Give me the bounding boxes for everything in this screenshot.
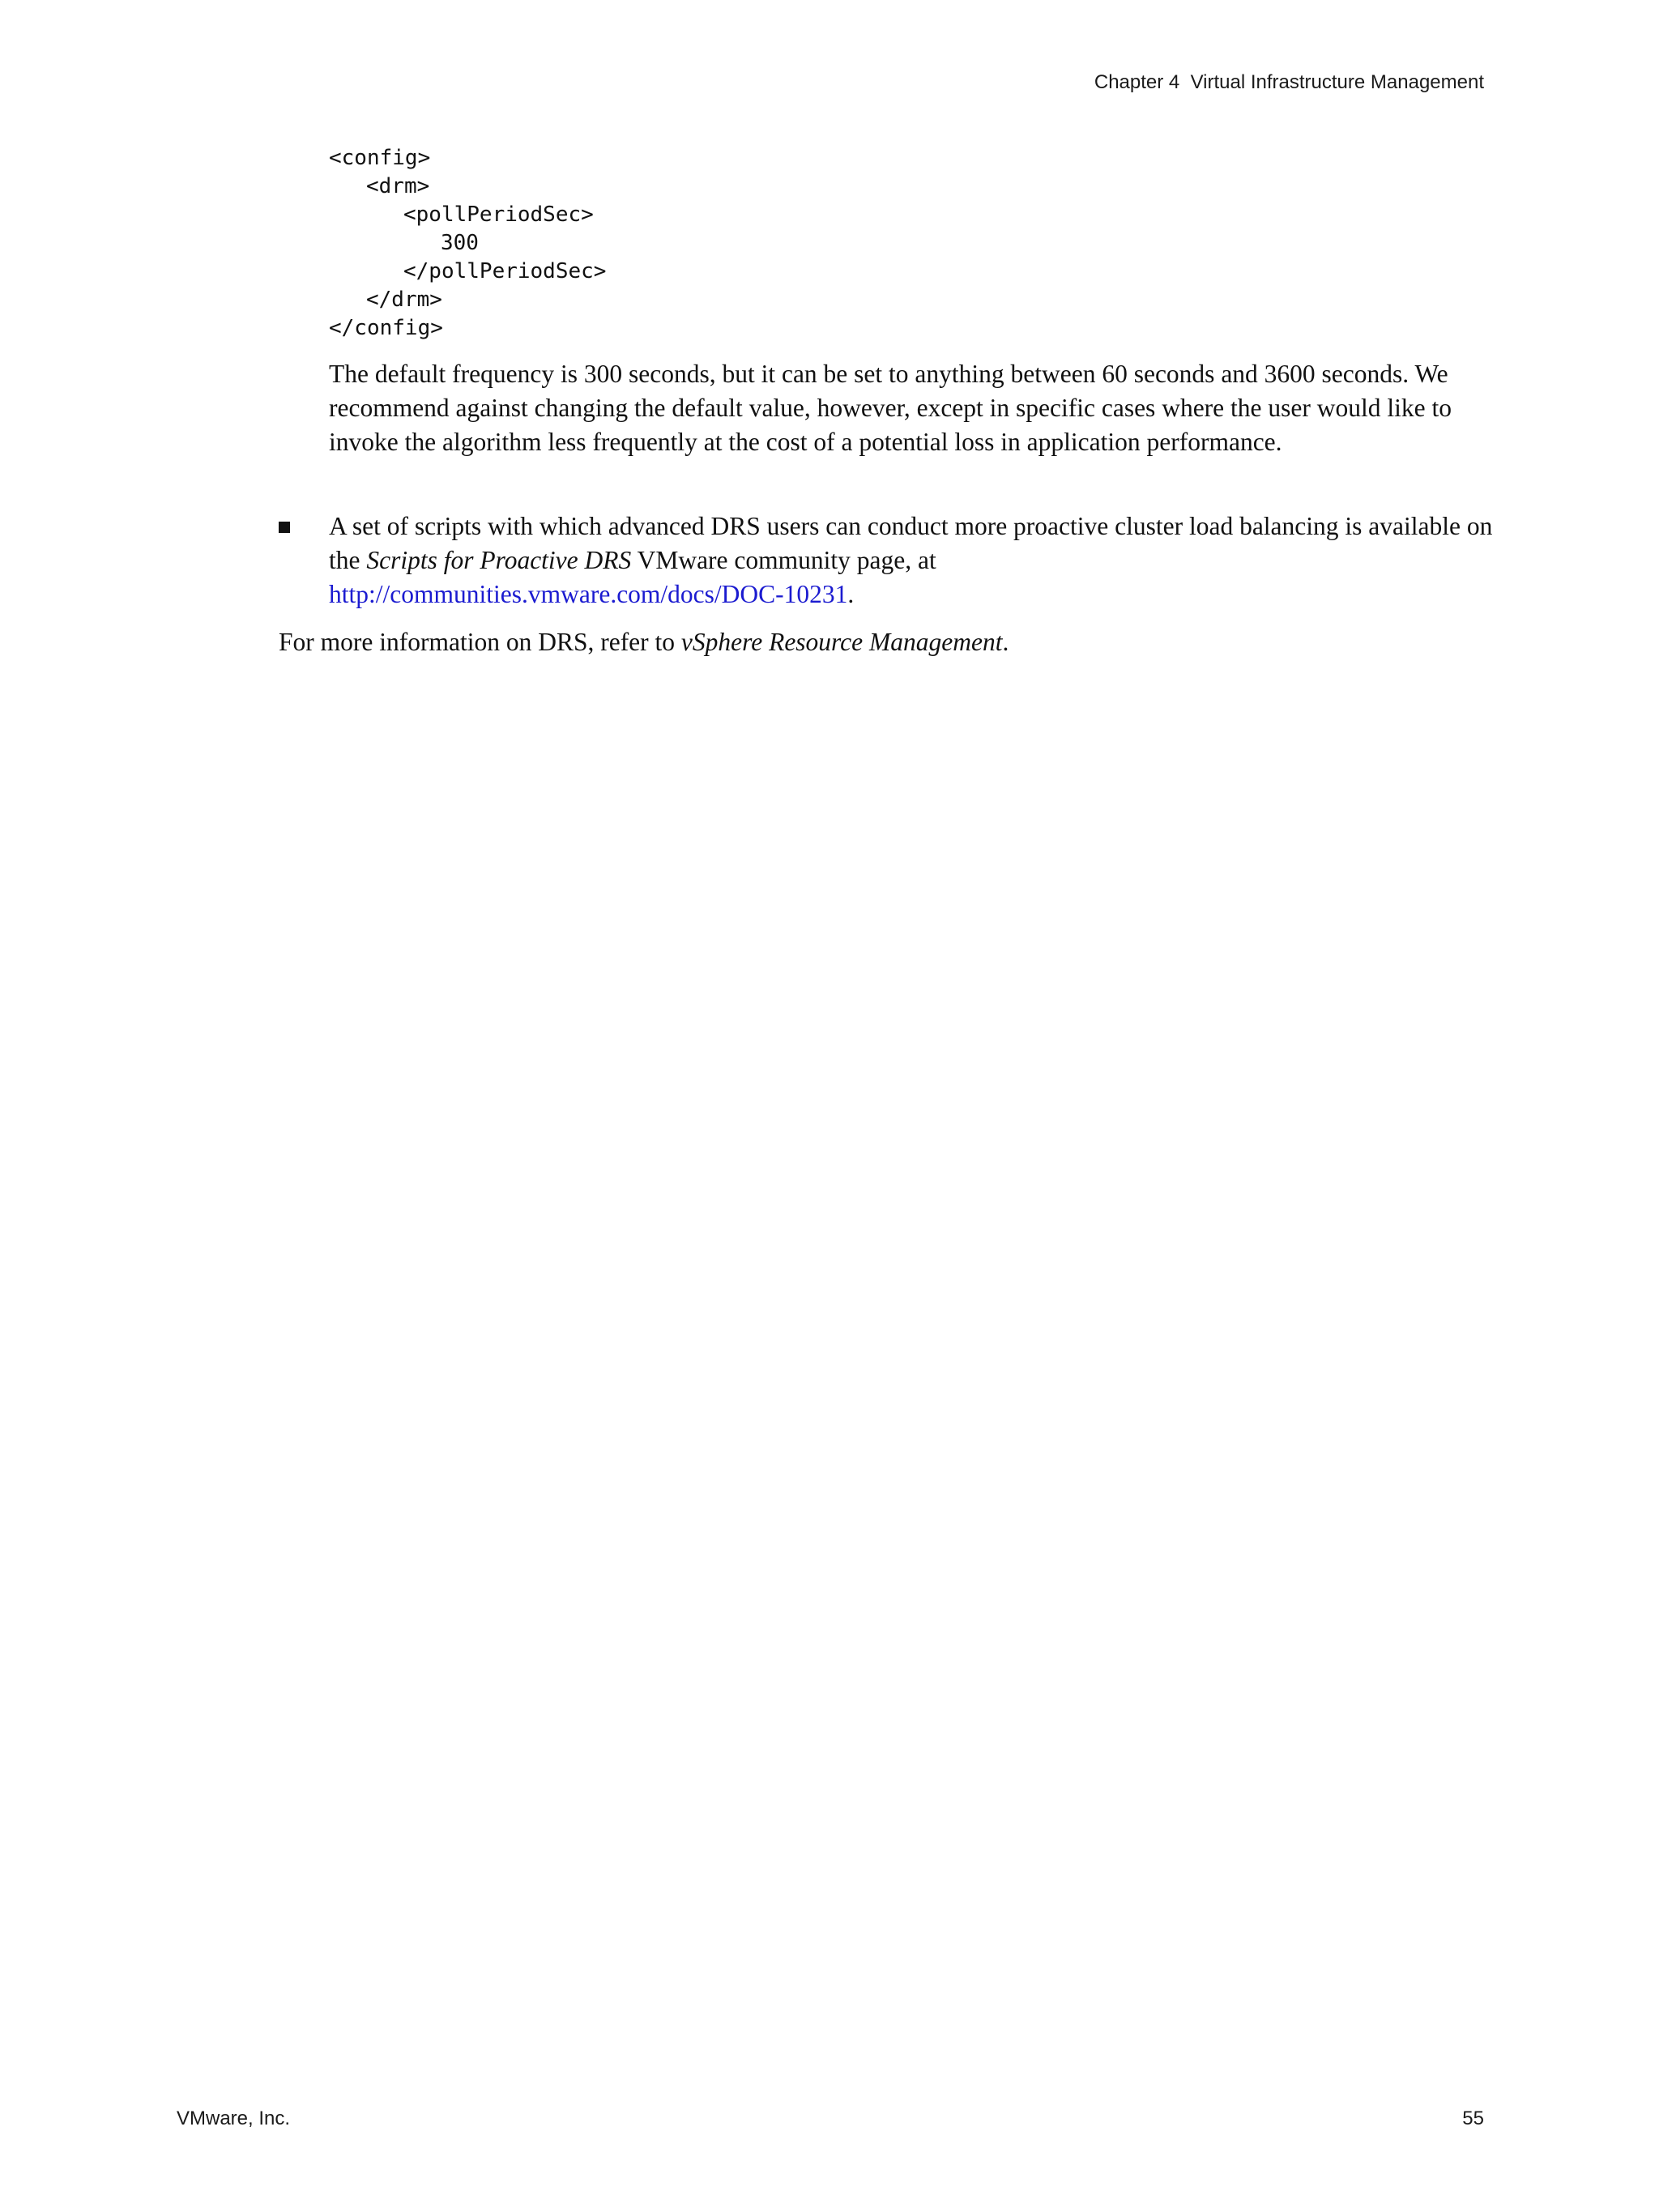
community-docs-link[interactable]: http://communities.vmware.com/docs/DOC-10231 xyxy=(329,580,848,608)
bullet-paragraph xyxy=(329,509,1503,612)
bullet-text-before: A set of scripts with which advanced DRS users can conduct more proactive cluster load balancing is available on the xyxy=(329,512,1493,574)
resource-management-title-italic: vSphere Resource Management xyxy=(680,628,1003,656)
code-line-config-open: <config> xyxy=(329,146,431,170)
square-bullet-icon xyxy=(279,522,290,533)
footer-company: VMware, Inc. xyxy=(177,2108,291,2129)
code-line-drm-open: <drm> xyxy=(366,174,430,198)
paragraph-default-frequency: The default frequency is 300 seconds, but it can be set to anything between 60 seconds and 3600 seconds. We recommend against changing the default value, however, except in specific cases where the user would like to invoke the algorithm less frequently at the cost of a potential loss in application performance. xyxy=(329,360,1452,456)
xml-code-block xyxy=(329,144,606,343)
code-line-pollperiod-close: </pollPeriodSec> xyxy=(403,259,607,283)
bullet-end-period: . xyxy=(847,580,855,608)
code-line-drm-close: </drm> xyxy=(366,288,442,312)
more-info-text-before: For more information on DRS, refer to xyxy=(279,628,681,656)
footer-page-number: 55 xyxy=(1462,2108,1484,2129)
scripts-title-italic: Scripts for Proactive DRS xyxy=(366,546,632,574)
code-line-config-close: </config> xyxy=(329,316,443,340)
code-line-pollperiod-value: 300 xyxy=(441,231,479,255)
bullet-text-after: VMware community page, at xyxy=(631,546,936,574)
running-header: Chapter 4 Virtual Infrastructure Management xyxy=(1094,71,1484,93)
more-info-end-period: . xyxy=(1002,628,1009,656)
paragraph-more-info xyxy=(279,625,1503,659)
code-line-pollperiod-open: <pollPeriodSec> xyxy=(403,202,594,227)
